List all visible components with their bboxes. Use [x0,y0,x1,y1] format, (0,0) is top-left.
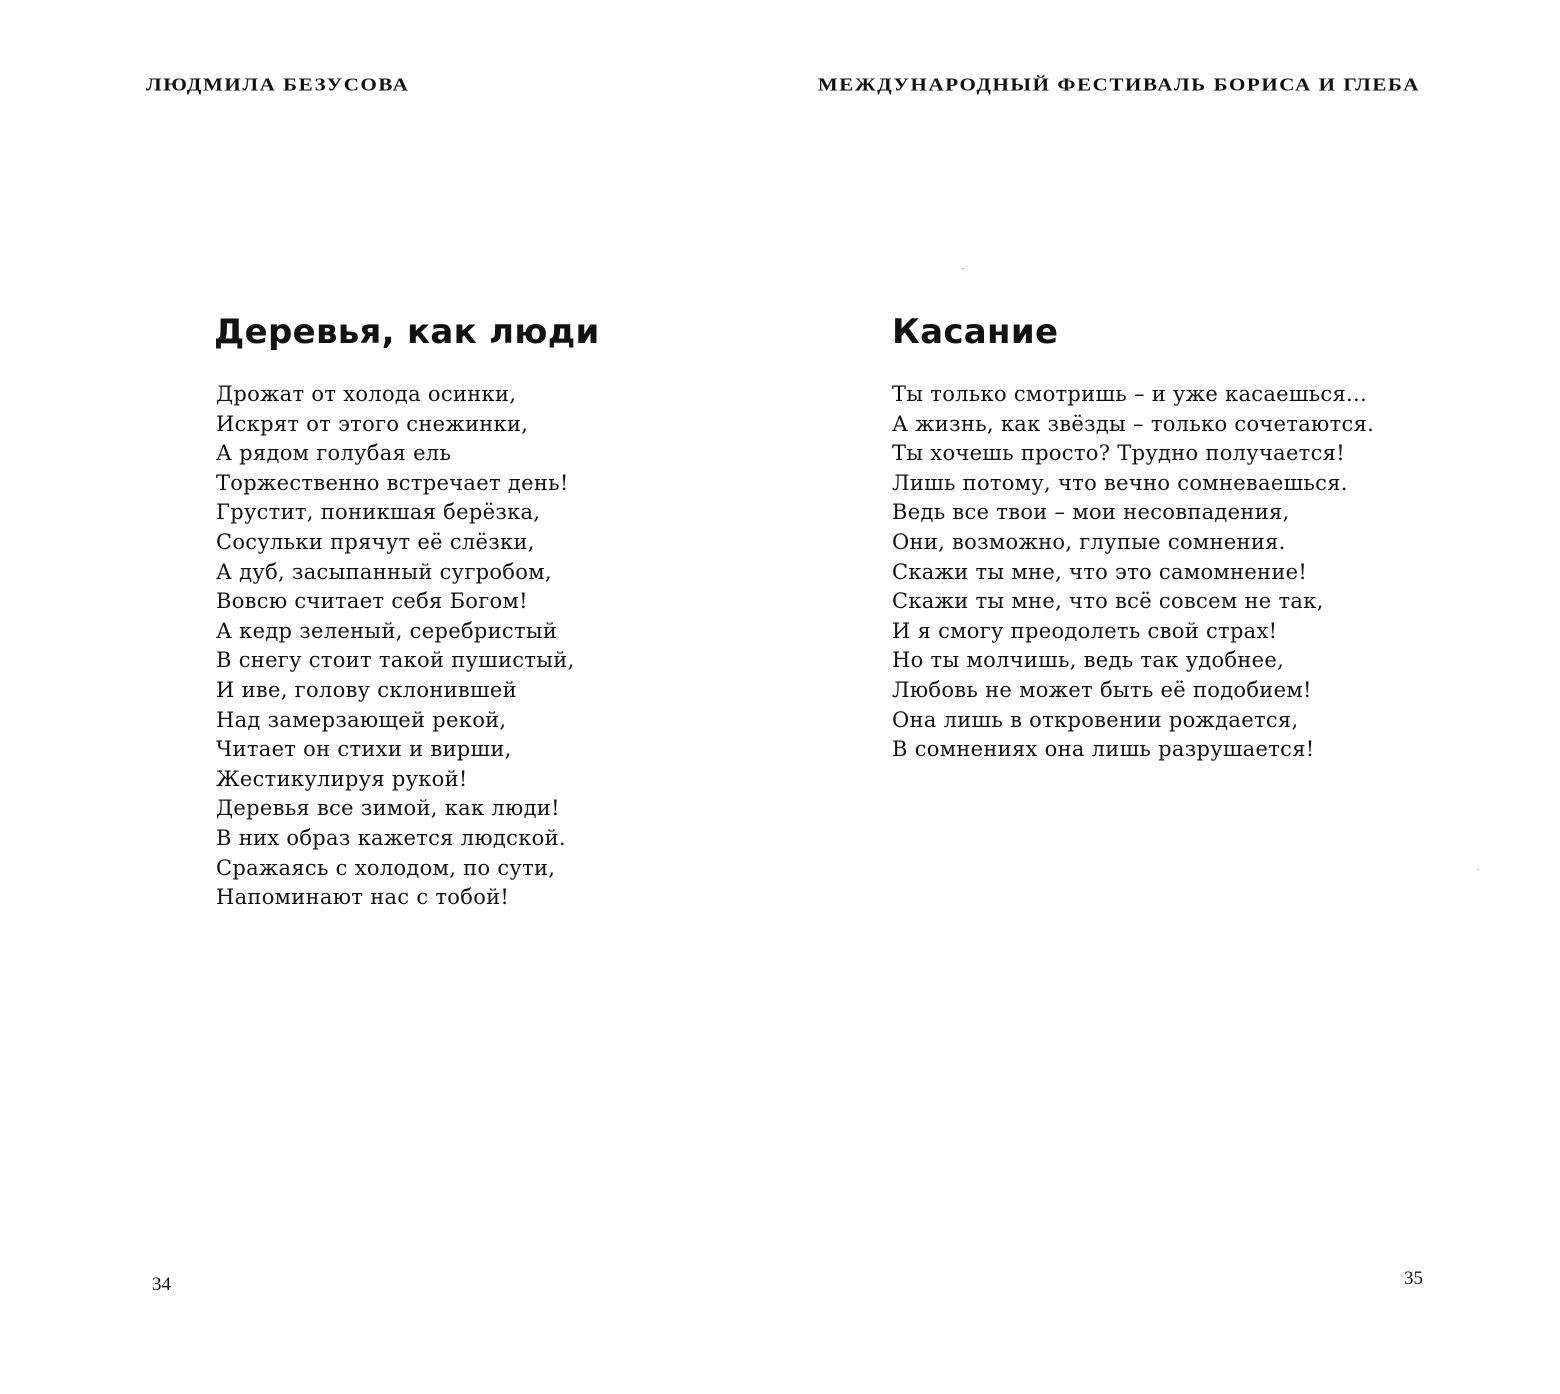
poem-line: Напоминают нас с тобой! [216,885,510,910]
poem-line: Жестикулируя рукой! [216,766,468,791]
poem-line: Ты хочешь просто? Трудно получается! [892,441,1345,466]
poem-line: А рядом голубая ель [216,441,452,466]
poem-trees-text [216,380,575,913]
poem-line: В них образ кажется людской. [216,825,566,850]
print-speck [962,268,964,269]
poem-touch-text [892,380,1374,765]
poem-line: А жизнь, как звёзды – только сочетаются. [892,411,1375,436]
poem-line: Она лишь в откровении рождается, [892,707,1299,732]
poem-line: Ты только смотришь – и уже касаешься... [892,382,1367,406]
print-speck [1477,869,1479,870]
poem-line: И я смогу преодолеть свой страх! [892,618,1278,643]
poem-title-touch: Касание [892,312,1059,352]
page-number-left: 34 [152,1274,171,1295]
poem-line: Любовь не может быть её подобием! [892,677,1312,702]
poem-line: Деревья все зимой, как люди! [216,796,560,821]
poem-line: Читает он стихи и вирши, [216,737,512,762]
poem-line: Искрят от этого снежинки, [216,411,529,436]
poem-line: Лишь потому, что вечно сомневаешься. [892,470,1348,495]
poem-line: Грустит, поникшая берёзка, [216,500,541,525]
poem-line: В снегу стоит такой пушистый, [216,648,575,673]
poem-line: В сомнениях она лишь разрушается! [892,737,1315,762]
poem-line: Они, возможно, глупые сомнения. [892,529,1286,554]
poem-line: Над замерзающей рекой, [216,707,507,732]
poem-line: Скажи ты мне, что это самомнение! [892,559,1308,584]
poem-line: А кедр зеленый, серебристый [216,618,558,643]
page-number-right: 35 [1404,1268,1423,1289]
poem-line: Сосульки прячут её слёзки, [216,529,535,554]
running-head-author: ЛЮДМИЛА БЕЗУСОВА [146,74,410,95]
poem-line: И иве, голову склонившей [216,677,517,702]
poem-line: Вовсю считает себя Богом! [216,589,528,614]
poem-line: Скажи ты мне, что всё совсем не так, [892,589,1324,614]
poem-line: А дуб, засыпанный сугробом, [216,559,552,584]
poem-line: Дрожат от холода осинки, [216,382,517,406]
poem-line: Но ты молчишь, ведь так удобнее, [892,648,1285,673]
running-head-festival: МЕЖДУНАРОДНЫЙ ФЕСТИВАЛЬ БОРИСА И ГЛЕБА [817,74,1420,95]
poem-line: Ведь все твои – мои несовпадения, [892,500,1290,525]
poem-line: Торжественно встречает день! [216,470,569,495]
poem-title-trees: Деревья, как люди [214,312,600,352]
poem-line: Сражаясь с холодом, по сути, [216,855,556,880]
